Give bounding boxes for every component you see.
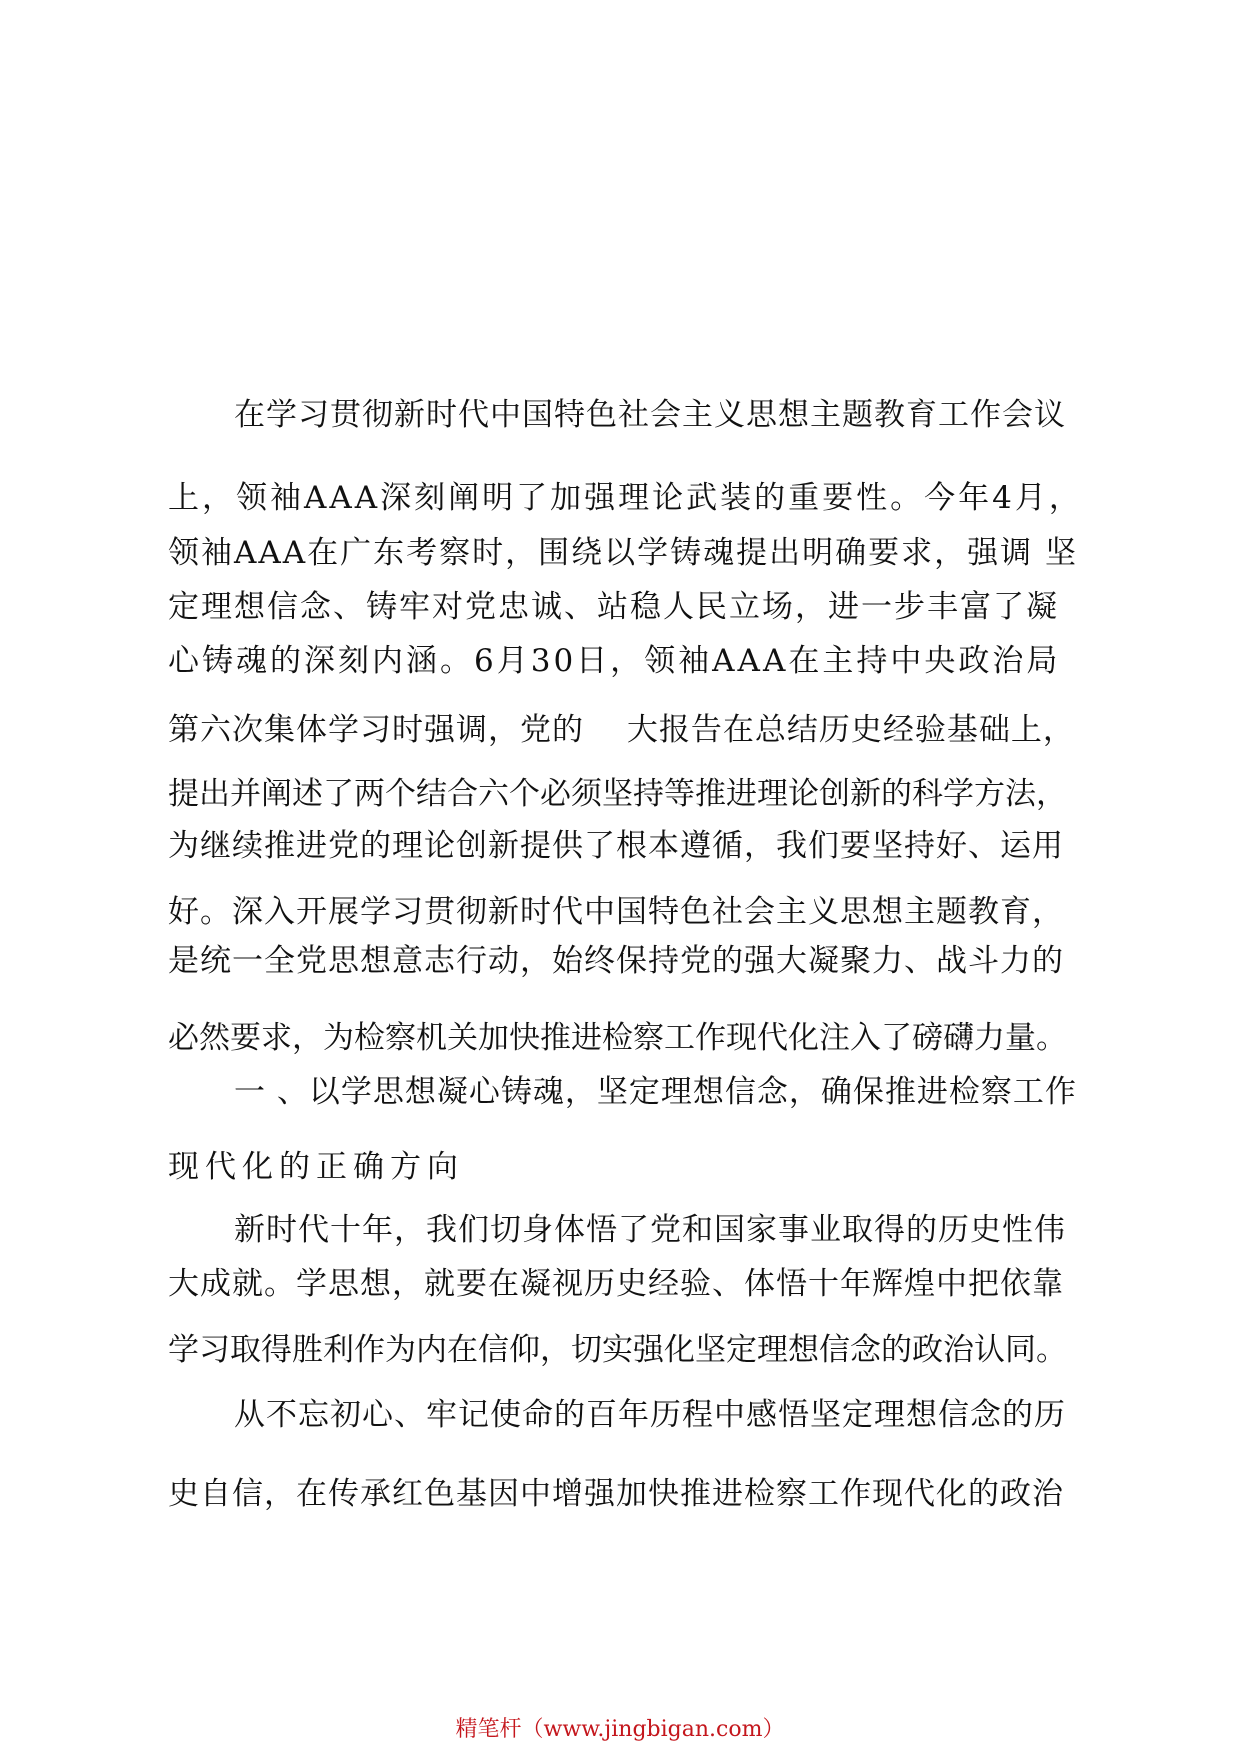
text-line: 新时代十年，我们切身体悟了党和国家事业取得的历史性伟 <box>234 1212 1066 1248</box>
footer-watermark: 精笔杆（www.jingbigan.com） <box>455 1717 785 1742</box>
text-line: 第六次集体学习时强调，党的 大报告在总结历史经验基础上， <box>168 712 1075 748</box>
text-line: 必然要求，为检察机关加快推进检察工作现代化注入了磅礴力量。 <box>168 1020 1067 1056</box>
text-line: 领袖AAA在广东考察时，围绕以学铸魂提出明确要求，强调 坚 <box>168 535 1079 571</box>
text-line: 定理想信念、铸牢对党忠诚、站稳人民立场，进一步丰富了凝 <box>168 589 1059 625</box>
text-line: 史自信，在传承红色基因中增强加快推进检察工作现代化的政治 <box>168 1476 1064 1512</box>
section-heading: 一 、以学思想凝心铸魂，坚定理想信念，确保推进检察工作 <box>234 1074 1077 1110</box>
text-line: 从不忘初心、牢记使命的百年历程中感悟坚定理想信念的历 <box>234 1397 1066 1433</box>
text-line: 大成就。学思想，就要在凝视历史经验、体悟十年辉煌中把依靠 <box>168 1266 1064 1302</box>
text-line: 上，领袖AAA深刻阐明了加强理论武装的重要性。今年4月， <box>168 480 1083 516</box>
section-heading-continuation: 现代化的正确方向 <box>168 1149 464 1185</box>
text-line: 提出并阐述了两个结合六个必须坚持等推进理论创新的科学方法， <box>168 776 1067 812</box>
text-line: 为继续推进党的理论创新提供了根本遵循，我们要坚持好、运用 <box>168 828 1064 864</box>
text-line: 学习取得胜利作为内在信仰，切实强化坚定理想信念的政治认同。 <box>168 1332 1067 1368</box>
text-line: 在学习贯彻新时代中国特色社会主义思想主题教育工作会议 <box>234 397 1066 433</box>
text-line: 心铸魂的深刻内涵。6月30日，领袖AAA在主持中央政治局 <box>168 643 1061 679</box>
text-line: 好。深入开展学习贯彻新时代中国特色社会主义思想主题教育， <box>168 894 1064 930</box>
text-line: 是统一全党思想意志行动，始终保持党的强大凝聚力、战斗力的 <box>168 943 1064 979</box>
